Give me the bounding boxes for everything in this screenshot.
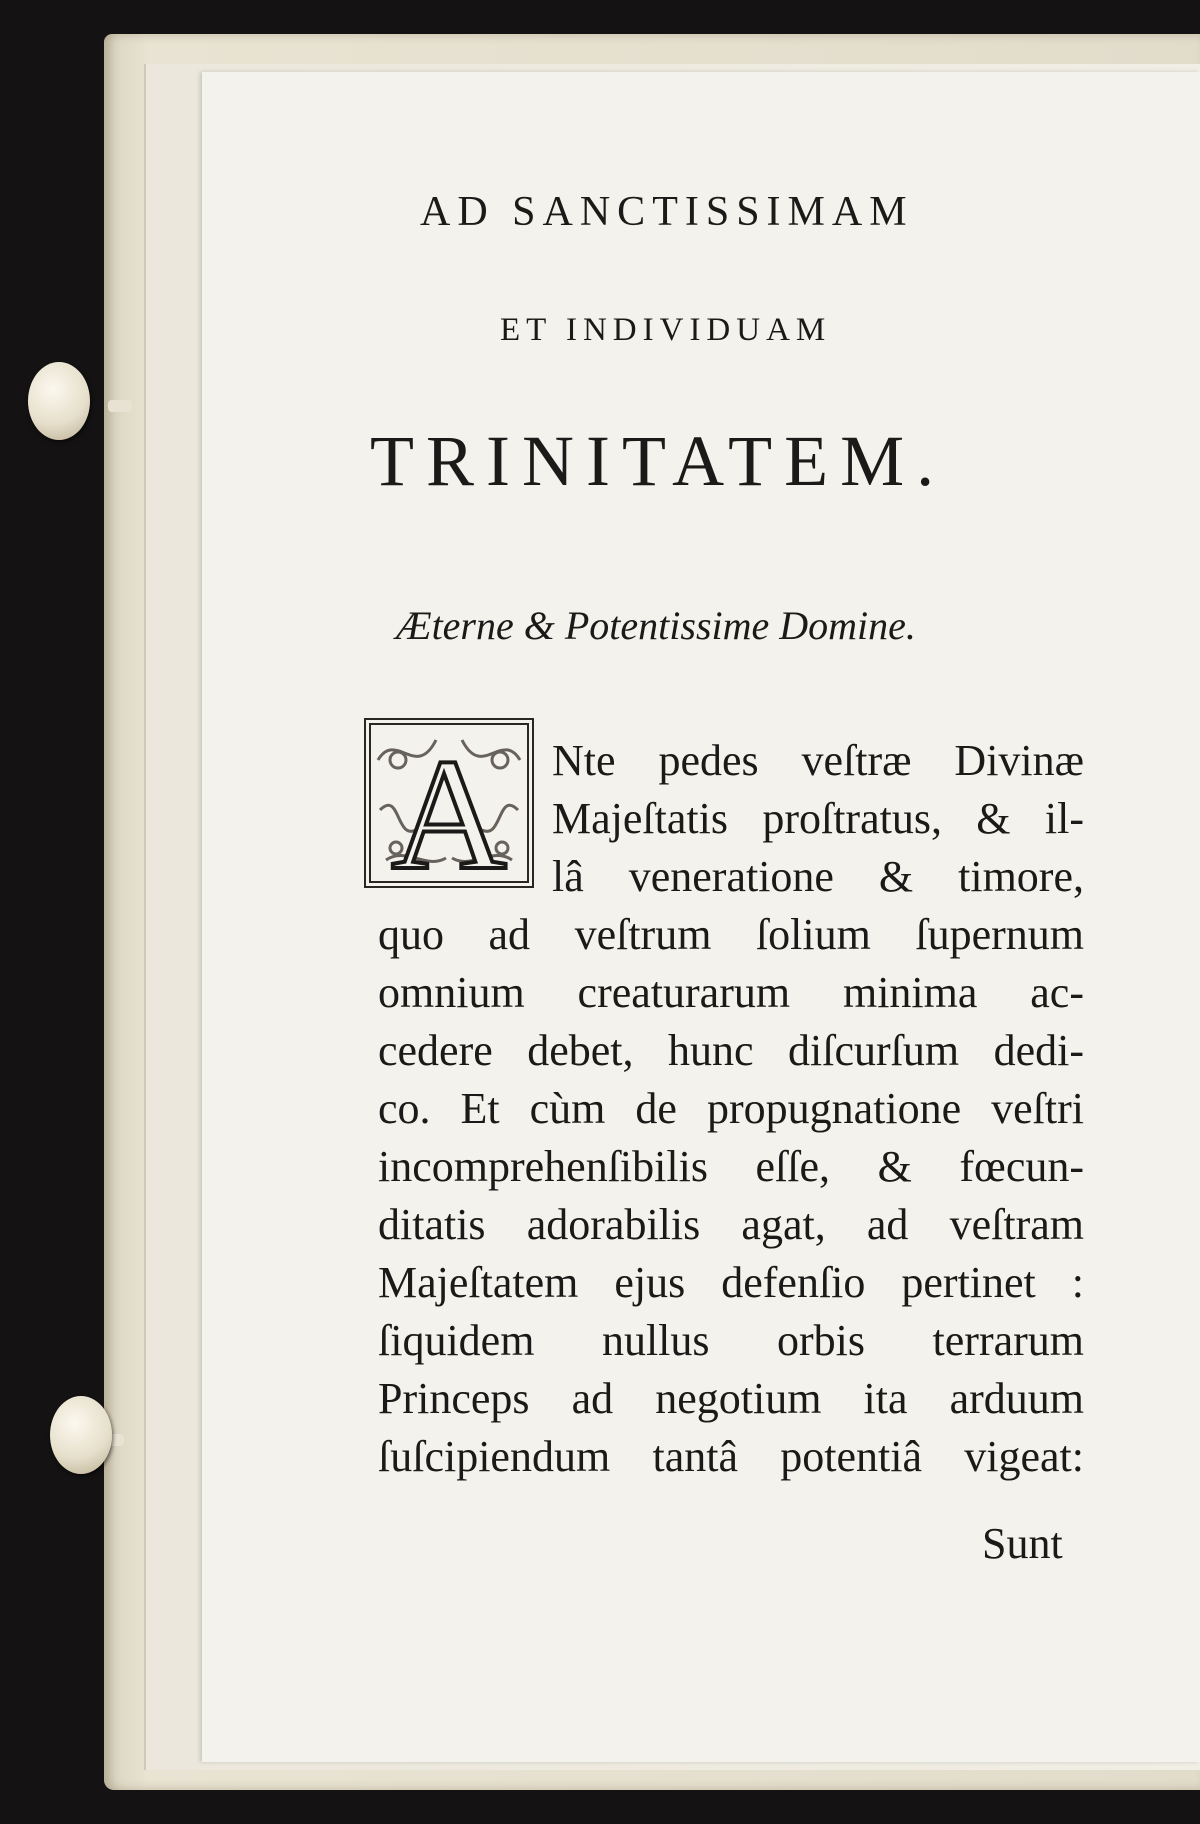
body-line-13: ſuſcipiendum tantâ potentiâ vigeat: [378, 1432, 1084, 1481]
body-line-6: cedere debet, hunc diſcurſum dedi- [378, 1026, 1084, 1075]
body-line-11: ſiquidem nullus orbis terrarum [378, 1316, 1084, 1365]
clasp-bottom-icon[interactable] [50, 1396, 112, 1474]
body-line-2: Majeſtatis proſtratus, & il- [552, 794, 1084, 843]
body-line-10: Majeſtatem ejus defenſio pertinet : [378, 1258, 1084, 1307]
invocation: Æterne & Potentissime Domine. [396, 603, 916, 648]
body-line-8: incomprehenſibilis eſſe, & fœcun- [378, 1142, 1084, 1191]
initial-letter: A [391, 725, 507, 886]
body-line-3: lâ veneratione & timore, [552, 852, 1084, 901]
heading-line-3: TRINITATEM. [370, 421, 947, 501]
heading-line-1: AD SANCTISSIMAM [420, 189, 914, 235]
catchword: Sunt [982, 1519, 1063, 1568]
body-line-4: quo ad veſtrum ſolium ſupernum [378, 910, 1084, 959]
body-line-7: co. Et cùm de propugnatione veſtri [378, 1084, 1084, 1133]
clasp-top-icon[interactable] [28, 362, 90, 440]
decorated-initial [364, 718, 534, 888]
body-line-9: ditatis adorabilis agat, ad veſtram [378, 1200, 1084, 1249]
body-line-12: Princeps ad negotium ita arduum [378, 1374, 1084, 1423]
body-line-1: Nte pedes veſtræ Divinæ [552, 736, 1084, 785]
body-line-5: omnium creaturarum minima ac- [378, 968, 1084, 1017]
ornament-icon [366, 720, 532, 886]
heading-line-2: ET INDIVIDUAM [500, 312, 832, 348]
clasp-stem-top [108, 400, 132, 412]
